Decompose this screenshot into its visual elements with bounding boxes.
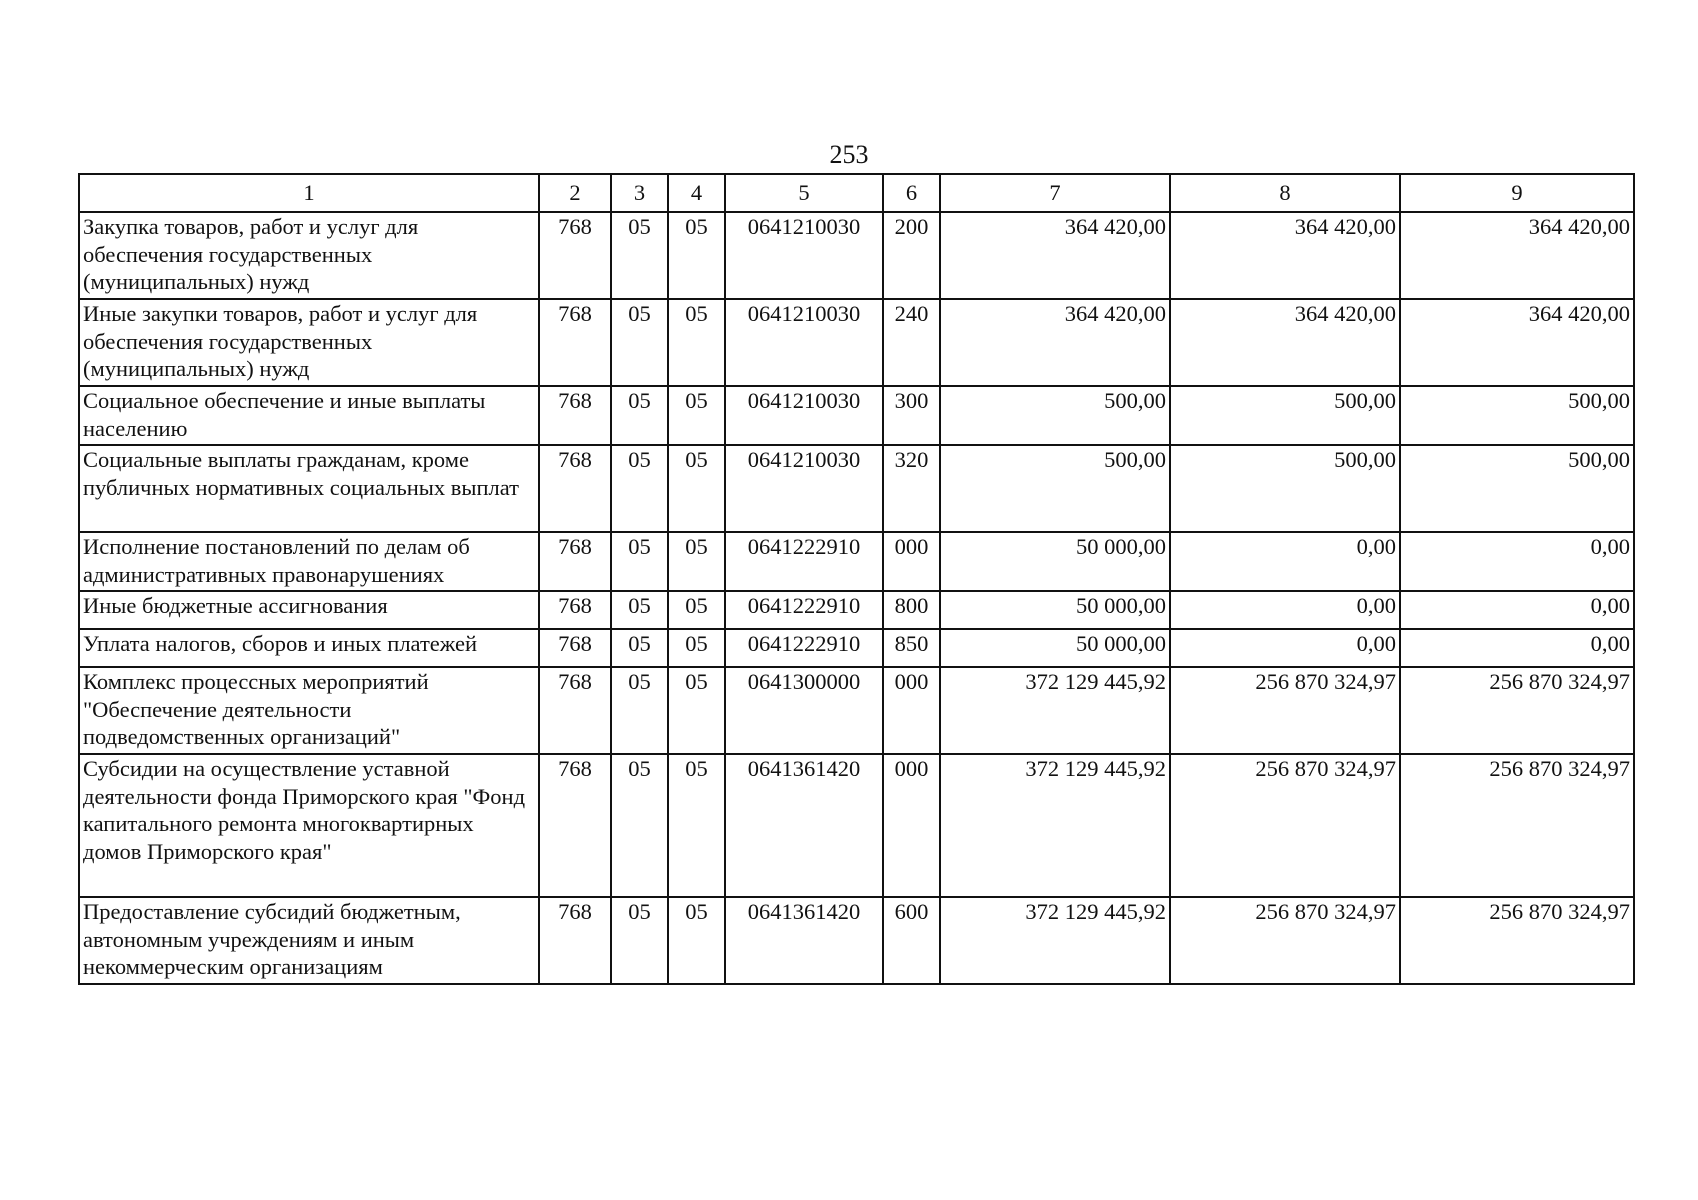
target-article-cell: 0641222910 [725, 629, 883, 667]
amount-col9-cell: 0,00 [1400, 591, 1634, 629]
row-name-cell: Комплекс процессных мероприятий "Обеспечение деятельности подведомственных организаций" [79, 667, 539, 754]
admin-code-cell: 768 [539, 386, 611, 445]
admin-code-cell: 768 [539, 445, 611, 532]
subsection-cell: 05 [668, 212, 725, 299]
column-header-9: 9 [1400, 174, 1634, 212]
amount-col7-cell: 50 000,00 [940, 629, 1170, 667]
subsection-cell: 05 [668, 299, 725, 386]
table-row [79, 591, 1634, 629]
column-header-6: 6 [883, 174, 940, 212]
amount-col8-cell: 256 870 324,97 [1170, 667, 1400, 754]
table-row [79, 532, 1634, 591]
subsection-cell: 05 [668, 445, 725, 532]
target-article-cell: 0641300000 [725, 667, 883, 754]
section-cell: 05 [611, 532, 668, 591]
expense-type-cell: 850 [883, 629, 940, 667]
subsection-cell: 05 [668, 386, 725, 445]
row-name-cell: Уплата налогов, сборов и иных платежей [79, 629, 539, 667]
admin-code-cell: 768 [539, 897, 611, 984]
table-row [79, 667, 1634, 754]
admin-code-cell: 768 [539, 299, 611, 386]
section-cell: 05 [611, 591, 668, 629]
table-row [79, 629, 1634, 667]
amount-col8-cell: 364 420,00 [1170, 212, 1400, 299]
amount-col9-cell: 364 420,00 [1400, 299, 1634, 386]
row-name-cell: Иные закупки товаров, работ и услуг для обеспечения государственных (муниципальных) нужд [79, 299, 539, 386]
amount-col8-cell: 256 870 324,97 [1170, 897, 1400, 984]
target-article-cell: 0641361420 [725, 754, 883, 897]
amount-col9-cell: 364 420,00 [1400, 212, 1634, 299]
column-header-3: 3 [611, 174, 668, 212]
amount-col9-cell: 0,00 [1400, 532, 1634, 591]
expense-type-cell: 200 [883, 212, 940, 299]
amount-col9-cell: 500,00 [1400, 445, 1634, 532]
section-cell: 05 [611, 754, 668, 897]
row-name-cell: Иные бюджетные ассигнования [79, 591, 539, 629]
expense-type-cell: 240 [883, 299, 940, 386]
target-article-cell: 0641210030 [725, 299, 883, 386]
admin-code-cell: 768 [539, 212, 611, 299]
column-header-4: 4 [668, 174, 725, 212]
amount-col8-cell: 256 870 324,97 [1170, 754, 1400, 897]
row-name-cell: Исполнение постановлений по делам об административных правонарушениях [79, 532, 539, 591]
subsection-cell: 05 [668, 591, 725, 629]
expense-type-cell: 000 [883, 754, 940, 897]
table-header-row [79, 174, 1634, 212]
expense-type-cell: 800 [883, 591, 940, 629]
amount-col9-cell: 0,00 [1400, 629, 1634, 667]
section-cell: 05 [611, 212, 668, 299]
subsection-cell: 05 [668, 897, 725, 984]
table-row [79, 386, 1634, 445]
admin-code-cell: 768 [539, 532, 611, 591]
amount-col8-cell: 364 420,00 [1170, 299, 1400, 386]
amount-col8-cell: 0,00 [1170, 629, 1400, 667]
expense-type-cell: 000 [883, 667, 940, 754]
section-cell: 05 [611, 629, 668, 667]
amount-col7-cell: 50 000,00 [940, 591, 1170, 629]
section-cell: 05 [611, 667, 668, 754]
column-header-7: 7 [940, 174, 1170, 212]
amount-col7-cell: 372 129 445,92 [940, 667, 1170, 754]
amount-col8-cell: 0,00 [1170, 591, 1400, 629]
amount-col7-cell: 500,00 [940, 445, 1170, 532]
amount-col9-cell: 256 870 324,97 [1400, 897, 1634, 984]
budget-table [78, 173, 1635, 985]
target-article-cell: 0641222910 [725, 532, 883, 591]
amount-col7-cell: 500,00 [940, 386, 1170, 445]
table-row [79, 299, 1634, 386]
target-article-cell: 0641210030 [725, 386, 883, 445]
column-header-2: 2 [539, 174, 611, 212]
row-name-cell: Социальное обеспечение и иные выплаты населению [79, 386, 539, 445]
row-name-cell: Закупка товаров, работ и услуг для обеспечения государственных (муниципальных) нужд [79, 212, 539, 299]
table-row [79, 212, 1634, 299]
target-article-cell: 0641210030 [725, 445, 883, 532]
column-header-8: 8 [1170, 174, 1400, 212]
section-cell: 05 [611, 897, 668, 984]
table-row [79, 754, 1634, 897]
amount-col9-cell: 256 870 324,97 [1400, 754, 1634, 897]
amount-col9-cell: 256 870 324,97 [1400, 667, 1634, 754]
row-name-cell: Субсидии на осуществление уставной деятельности фонда Приморского края "Фонд капитального ремонта многоквартирных домов Приморского края" [79, 754, 539, 897]
expense-type-cell: 320 [883, 445, 940, 532]
admin-code-cell: 768 [539, 629, 611, 667]
admin-code-cell: 768 [539, 591, 611, 629]
column-header-1: 1 [79, 174, 539, 212]
subsection-cell: 05 [668, 667, 725, 754]
row-name-cell: Социальные выплаты гражданам, кроме публичных нормативных социальных выплат [79, 445, 539, 532]
subsection-cell: 05 [668, 532, 725, 591]
page-number: 253 [829, 140, 869, 169]
column-header-5: 5 [725, 174, 883, 212]
amount-col9-cell: 500,00 [1400, 386, 1634, 445]
admin-code-cell: 768 [539, 667, 611, 754]
amount-col7-cell: 364 420,00 [940, 299, 1170, 386]
amount-col8-cell: 500,00 [1170, 386, 1400, 445]
section-cell: 05 [611, 386, 668, 445]
subsection-cell: 05 [668, 754, 725, 897]
row-name-cell: Предоставление субсидий бюджетным, автономным учреждениям и иным некоммерческим организациям [79, 897, 539, 984]
section-cell: 05 [611, 299, 668, 386]
amount-col7-cell: 372 129 445,92 [940, 754, 1170, 897]
subsection-cell: 05 [668, 629, 725, 667]
expense-type-cell: 000 [883, 532, 940, 591]
target-article-cell: 0641361420 [725, 897, 883, 984]
table-row [79, 445, 1634, 532]
amount-col7-cell: 50 000,00 [940, 532, 1170, 591]
section-cell: 05 [611, 445, 668, 532]
admin-code-cell: 768 [539, 754, 611, 897]
amount-col7-cell: 364 420,00 [940, 212, 1170, 299]
target-article-cell: 0641222910 [725, 591, 883, 629]
amount-col8-cell: 500,00 [1170, 445, 1400, 532]
table-row [79, 897, 1634, 984]
target-article-cell: 0641210030 [725, 212, 883, 299]
amount-col7-cell: 372 129 445,92 [940, 897, 1170, 984]
amount-col8-cell: 0,00 [1170, 532, 1400, 591]
expense-type-cell: 600 [883, 897, 940, 984]
expense-type-cell: 300 [883, 386, 940, 445]
